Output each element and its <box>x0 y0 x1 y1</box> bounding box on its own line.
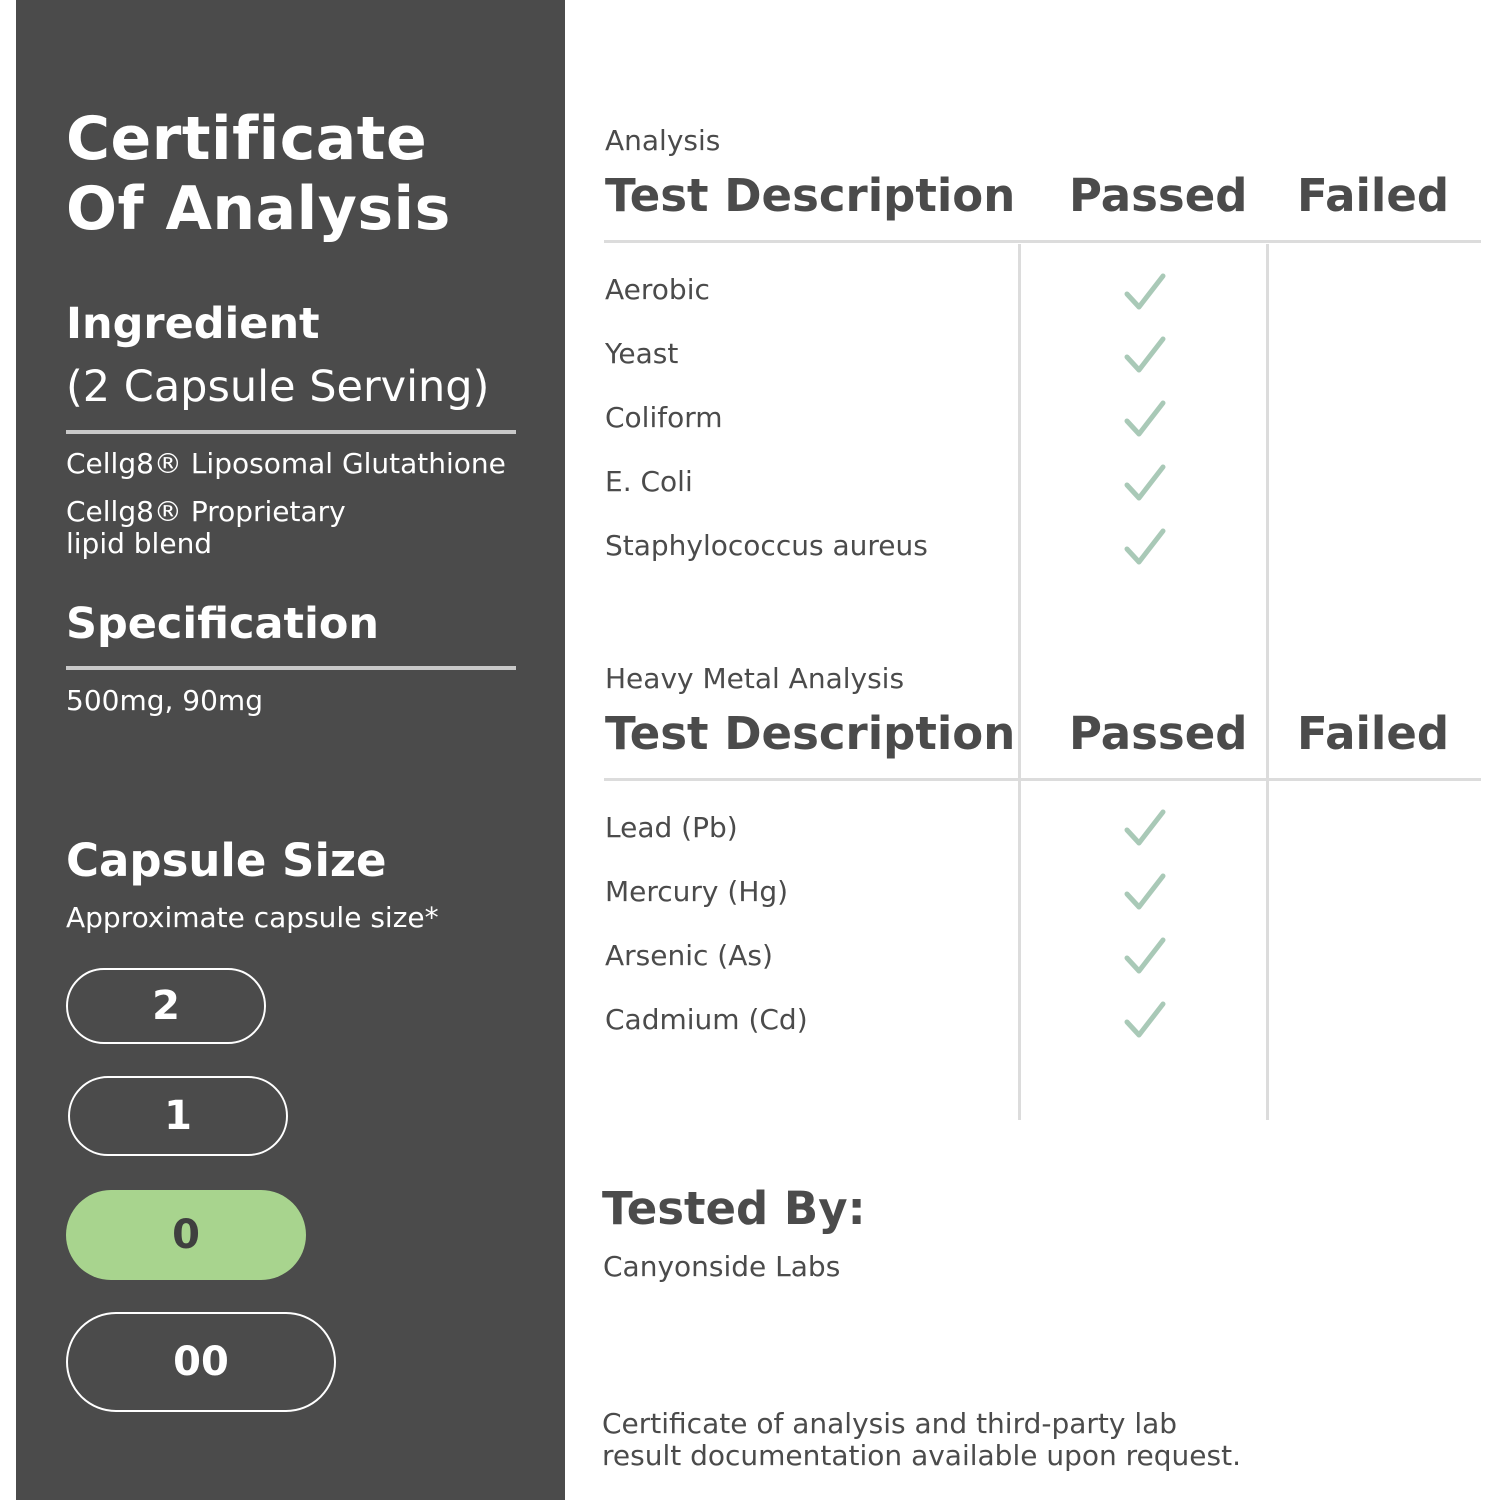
heavy-metal-row-label: Arsenic (As) <box>605 939 773 972</box>
heavy-metal-section-label: Heavy Metal Analysis <box>605 662 905 695</box>
analysis-row-label: Staphylococcus aureus <box>605 529 928 562</box>
specification-heading: Specification <box>66 599 379 649</box>
analysis-row-label: Coliform <box>605 401 723 434</box>
title-line-2: Of Analysis <box>66 174 451 244</box>
tested-by-value: Canyonside Labs <box>603 1250 841 1283</box>
check-icon <box>1124 872 1166 912</box>
specification-value: 500mg, 90mg <box>66 684 263 717</box>
heavy-metal-row-label: Mercury (Hg) <box>605 875 789 908</box>
capsule-size-heading: Capsule Size <box>66 834 387 887</box>
heavy-metal-header-rule <box>604 778 1481 781</box>
heavy-metal-header-description: Test Description <box>605 707 1016 760</box>
capsule-size-0-selected: 0 <box>66 1190 306 1280</box>
column-divider-passed <box>1018 244 1021 1120</box>
ingredient-item-2-line-1: Cellg8® Proprietary <box>66 495 346 528</box>
capsule-size-2: 2 <box>66 968 266 1044</box>
check-icon <box>1124 399 1166 439</box>
left-panel <box>16 0 565 1500</box>
check-icon <box>1124 463 1166 503</box>
footnote-line-2: result documentation available upon request. <box>602 1439 1241 1472</box>
check-icon <box>1124 808 1166 848</box>
capsule-size-00: 00 <box>66 1312 336 1412</box>
ingredient-item-2-line-2: lipid blend <box>66 527 213 560</box>
check-icon <box>1124 527 1166 567</box>
check-icon <box>1124 1000 1166 1040</box>
capsule-size-subheading: Approximate capsule size* <box>66 901 439 934</box>
ingredient-item-2 <box>66 496 496 560</box>
specification-divider <box>66 666 516 670</box>
footnote-line-1: Certificate of analysis and third-party lab <box>602 1407 1178 1440</box>
check-icon <box>1124 272 1166 312</box>
capsule-size-1: 1 <box>68 1076 288 1156</box>
analysis-row-label: E. Coli <box>605 465 693 498</box>
heavy-metal-row-label: Cadmium (Cd) <box>605 1003 808 1036</box>
certificate-title <box>66 104 451 244</box>
analysis-row-label: Aerobic <box>605 273 710 306</box>
footnote <box>602 1408 1302 1472</box>
analysis-header-description: Test Description <box>605 169 1016 222</box>
analysis-header-failed: Failed <box>1297 169 1450 222</box>
analysis-section-label: Analysis <box>605 124 721 157</box>
check-icon <box>1124 335 1166 375</box>
heavy-metal-header-failed: Failed <box>1297 707 1450 760</box>
heavy-metal-row-label: Lead (Pb) <box>605 811 738 844</box>
tested-by-heading: Tested By: <box>602 1182 866 1235</box>
ingredient-subheading: (2 Capsule Serving) <box>66 362 490 412</box>
analysis-row-label: Yeast <box>605 337 679 370</box>
ingredient-heading: Ingredient <box>66 299 320 349</box>
analysis-header-rule <box>604 240 1481 243</box>
column-divider-failed <box>1266 244 1269 1120</box>
ingredient-item-1: Cellg8® Liposomal Glutathione <box>66 447 506 480</box>
analysis-header-passed: Passed <box>1069 169 1248 222</box>
ingredient-divider <box>66 430 516 434</box>
title-line-1: Certificate <box>66 104 428 174</box>
heavy-metal-header-passed: Passed <box>1069 707 1248 760</box>
check-icon <box>1124 936 1166 976</box>
